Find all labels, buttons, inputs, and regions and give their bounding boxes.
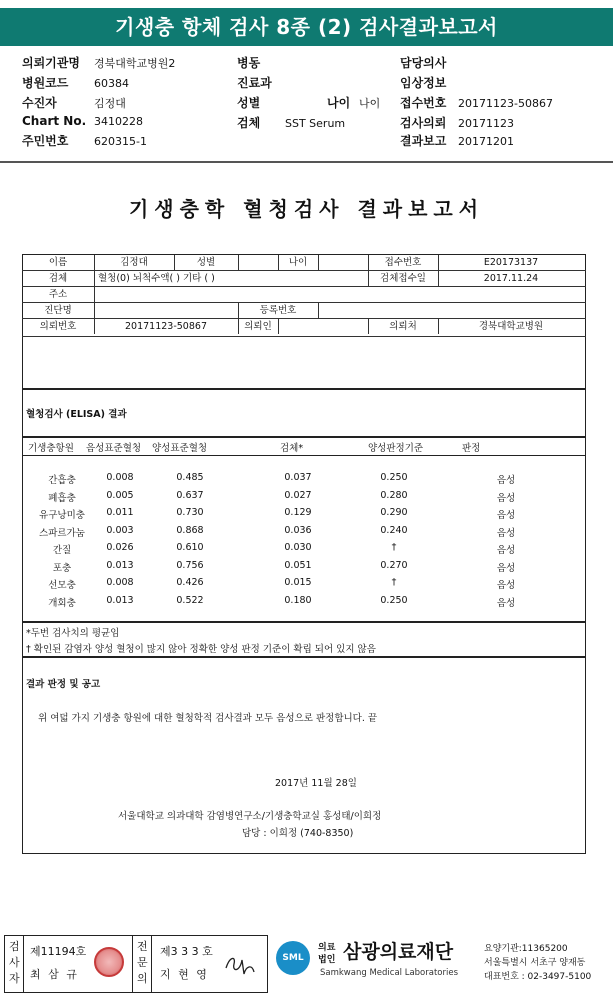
reviewer-license: 제3 3 3 호	[160, 945, 213, 958]
header-doctor: 담당의사	[400, 56, 447, 70]
result-cell-name: 간질	[52, 545, 72, 556]
specimen-value: 혈청(0) 뇌척수액( ) 기타 ( )	[98, 273, 215, 284]
results-header-line	[22, 455, 586, 456]
result-cell-neg: 0.008	[106, 577, 134, 588]
contact: 담당 : 이희정 (740-8350)	[242, 828, 354, 839]
name-value: 김정대	[120, 257, 148, 268]
result-cell-pos: 0.522	[176, 594, 204, 606]
info-row-4	[22, 303, 586, 319]
header-receipt-no: 접수번호 20171123-50867	[400, 96, 553, 110]
section-title: 혈청검사 (ELISA) 결과	[26, 409, 127, 420]
info-row-5	[22, 319, 586, 337]
reviewer-label-cell	[132, 935, 152, 993]
result-cell-pos: 0.637	[176, 489, 204, 501]
result-cell-pos: 0.485	[176, 472, 204, 483]
result-cell-result: 음성	[496, 580, 516, 591]
org-type: 의료법인	[318, 943, 336, 965]
header-clinical-info: 임상정보	[400, 76, 447, 90]
requester-label: 의뢰인	[244, 321, 272, 332]
result-cell-pos: 0.756	[176, 559, 204, 571]
result-cell-result: 음성	[496, 562, 516, 574]
col-pos-std: 양성표준혈청	[152, 443, 208, 454]
result-cell-name: 포충	[52, 562, 72, 574]
req-no-label: 의뢰번호	[39, 321, 77, 332]
inspector-label-cell	[4, 935, 24, 993]
section-divider-3	[22, 621, 586, 623]
reviewer-label: 전문의	[137, 940, 148, 985]
result-cell-sample: 0.027	[284, 489, 312, 501]
col-neg-std: 음성표준혈청	[86, 443, 142, 454]
scan-title: 기생충학 혈청검사 결과보고서	[128, 197, 485, 221]
result-cell-neg: 0.026	[106, 542, 134, 553]
care-code: 요양기관:11365200	[484, 944, 568, 954]
result-cell-cutoff: 0.250	[380, 594, 408, 606]
conclusion-text: 위 여덟 가지 기생충 항원에 대한 혈청학적 검사결과 모두 음성으로 판정합니다. 끝	[38, 713, 378, 724]
result-cell-sample: 0.030	[284, 542, 312, 553]
header-sex: 성별	[237, 96, 261, 110]
result-cell-name: 선모충	[48, 580, 76, 591]
receipt-value: E20173137	[483, 257, 539, 268]
header-hospital-code: 병원코드 60384	[22, 76, 129, 90]
result-cell-name: 개회충	[48, 597, 76, 609]
result-cell-name: 스파르가눔	[39, 527, 85, 539]
req-org-value: 경북대학교병원	[478, 321, 544, 332]
result-cell-neg: 0.005	[106, 489, 134, 501]
note-average: *두번 검사치의 평균임	[26, 628, 120, 639]
result-cell-result: 음성	[496, 597, 516, 609]
affiliation: 서울대학교 의과대학 감염병연구소/기생충학교실 홍성태/이희정	[118, 811, 382, 822]
specimen-date-value: 2017.11.24	[483, 273, 539, 284]
result-cell-result: 음성	[496, 475, 516, 486]
header-department: 진료과	[237, 76, 272, 90]
address-label: 주소	[48, 289, 68, 300]
result-cell-cutoff: 0.270	[380, 559, 408, 571]
org-name: 삼광의료재단	[343, 941, 454, 963]
org-english: Samkwang Medical Laboratories	[320, 968, 459, 978]
col-cutoff: 양성판정기준	[368, 443, 424, 454]
result-cell-name: 간흡충	[48, 475, 76, 486]
header-ward: 병동	[237, 56, 261, 70]
header-request-date: 검사의뢰 20171123	[400, 116, 514, 130]
result-cell-cutoff: 0.240	[380, 524, 408, 536]
note-dagger: † 확인된 감염자 양성 혈청이 많지 않아 정확한 양성 판정 기준이 확립 되어 있지 않음	[26, 644, 376, 655]
report-title: 기생충 항체 검사 8종 (2) 검사결과보고서	[0, 8, 613, 46]
result-cell-cutoff: 0.280	[380, 489, 408, 501]
result-cell-sample: 0.180	[284, 594, 312, 606]
result-cell-pos: 0.426	[176, 577, 204, 588]
receipt-label: 접수번호	[384, 257, 422, 268]
result-cell-neg: 0.011	[106, 507, 134, 518]
name-label: 이름	[48, 257, 68, 268]
diagnosis-label: 진단명	[44, 305, 72, 316]
reg-label: 등록번호	[259, 305, 297, 316]
col-antigen: 기생충항원	[28, 443, 74, 454]
header-specimen: 검체 SST Serum	[237, 116, 346, 130]
req-no-value: 20171123-50867	[124, 321, 207, 332]
result-cell-cutoff: 0.290	[380, 507, 408, 518]
inspector-name: 최 삼 규	[30, 968, 79, 981]
inspector-stamp	[94, 947, 124, 977]
col-sample: 검체*	[280, 443, 304, 454]
result-cell-neg: 0.013	[106, 594, 134, 606]
header-resident-no: 주민번호 620315-1	[22, 134, 147, 148]
result-cell-cutoff: 0.250	[380, 472, 408, 483]
header-hospital: 의뢰기관명 경북대학교병원2	[22, 56, 176, 70]
result-cell-sample: 0.051	[284, 559, 312, 571]
sml-logo: SML	[276, 941, 310, 975]
header-report-date: 결과보고 20171201	[400, 134, 514, 148]
section-divider-2	[22, 436, 586, 438]
reviewer-signature	[222, 950, 258, 978]
result-cell-pos: 0.730	[176, 507, 204, 518]
inspector-label: 검사자	[9, 940, 20, 985]
result-cell-sample: 0.036	[284, 524, 312, 536]
sex-label: 성별	[196, 257, 216, 268]
req-org-label: 의뢰처	[389, 321, 417, 332]
result-cell-cutoff: †	[391, 542, 397, 553]
result-cell-cutoff: †	[391, 577, 397, 588]
info-row-1	[22, 255, 586, 271]
report-date: 2017년 11월 28일	[275, 778, 357, 789]
header-patient: 수진자 김정대	[22, 96, 126, 110]
reviewer-name: 지 현 영	[160, 968, 209, 981]
result-cell-name: 유구낭미충	[39, 510, 85, 521]
result-cell-neg: 0.008	[106, 472, 134, 483]
specimen-date-label: 검체접수일	[380, 273, 426, 284]
result-cell-sample: 0.015	[284, 577, 312, 588]
org-phone: 대표번호 : 02-3497-5100	[484, 972, 592, 982]
result-cell-result: 음성	[496, 510, 516, 521]
inspector-license: 제11194호	[30, 945, 87, 958]
result-cell-neg: 0.003	[106, 524, 134, 536]
specimen-label: 검체	[48, 273, 68, 284]
age-label: 나이	[288, 257, 308, 268]
section-divider-1	[22, 388, 586, 390]
section-divider-4	[22, 656, 586, 658]
result-cell-neg: 0.013	[106, 559, 134, 571]
result-cell-result: 음성	[496, 492, 516, 504]
col-result: 판정	[462, 443, 481, 454]
org-address: 서울특별시 서초구 양재동	[484, 958, 586, 968]
info-row-3	[22, 287, 586, 303]
result-cell-pos: 0.610	[176, 542, 204, 553]
header-chart-no: Chart No. 3410228	[22, 114, 143, 128]
result-cell-name: 폐흡충	[48, 492, 76, 504]
result-cell-sample: 0.129	[284, 507, 312, 518]
result-cell-pos: 0.868	[176, 524, 204, 536]
info-row-2	[22, 271, 586, 287]
result-cell-result: 음성	[496, 527, 516, 539]
result-cell-result: 음성	[496, 545, 516, 556]
header-divider	[0, 161, 613, 163]
conclusion-title: 결과 판정 및 공고	[26, 679, 101, 690]
header-age: 나이 나이	[327, 96, 381, 110]
result-cell-sample: 0.037	[284, 472, 312, 483]
